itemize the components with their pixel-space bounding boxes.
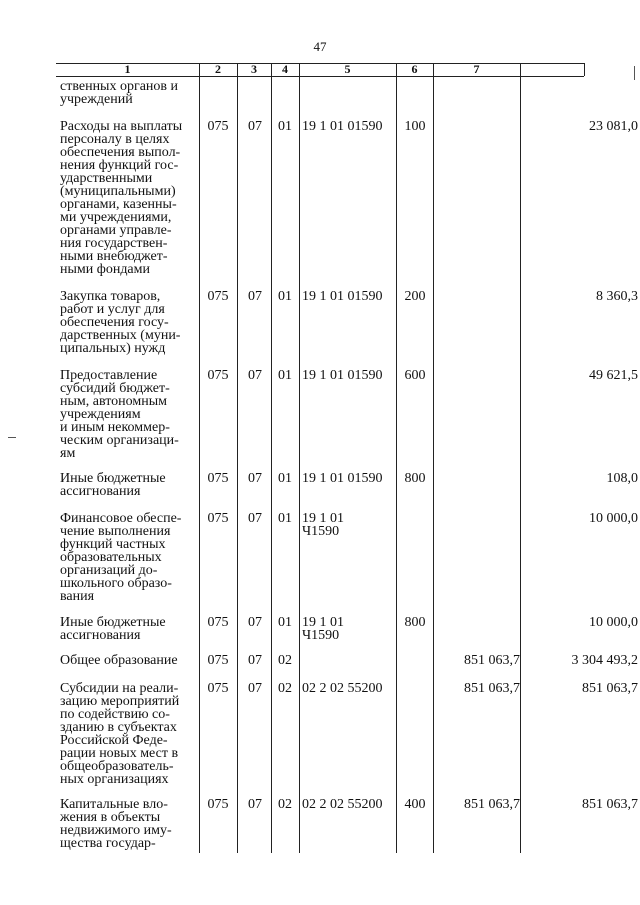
cell-col-8: 108,0 <box>606 471 638 486</box>
table-header-row <box>56 63 640 76</box>
column-divider <box>520 63 521 853</box>
header-col-8 <box>520 63 584 76</box>
cell-col-4: 01 <box>278 289 292 304</box>
header-col-6: 6 <box>411 62 418 76</box>
cell-col-2: 075 <box>207 615 229 630</box>
column-divider <box>271 63 272 853</box>
cell-col-3: 07 <box>248 653 262 668</box>
cell-col-3: 07 <box>248 368 262 383</box>
budget-table <box>56 63 640 853</box>
cell-col-3: 07 <box>248 511 262 526</box>
cell-col-2: 075 <box>207 119 229 134</box>
column-divider <box>199 63 200 853</box>
page-number: 47 <box>313 39 327 54</box>
cell-col-6: 800 <box>404 615 426 630</box>
row-name: ственных органов и учреждений <box>60 79 179 107</box>
cell-col-8: 3 304 493,2 <box>571 653 638 668</box>
cell-col-3: 07 <box>248 615 262 630</box>
header-col-2: 2 <box>215 62 221 76</box>
cell-col-5: 19 1 01 Ч1590 <box>302 615 344 643</box>
cell-col-5: 19 1 01 01590 <box>302 471 383 486</box>
cell-col-4: 02 <box>278 681 292 696</box>
cell-col-4: 02 <box>278 797 292 812</box>
cell-col-8: 851 063,7 <box>582 797 638 812</box>
cell-col-8: 23 081,0 <box>589 119 638 134</box>
header-bottom-line <box>56 76 584 77</box>
row-name: Предоставление субсидий бюджет- ным, автономным учреждениям и иным некоммер- ческим организаци- ям <box>60 368 179 461</box>
row-name: Общее образование <box>60 653 178 668</box>
cell-col-5: 19 1 01 01590 <box>302 368 383 383</box>
cell-col-5: 19 1 01 01590 <box>302 119 383 134</box>
cell-col-4: 01 <box>278 471 292 486</box>
cell-col-2: 075 <box>207 471 229 486</box>
cell-col-5: 02 2 02 55200 <box>302 681 383 696</box>
cell-col-5: 19 1 01 01590 <box>302 289 383 304</box>
header-col-5: 5 <box>344 62 351 76</box>
column-divider <box>237 63 238 853</box>
cell-col-6: 800 <box>404 471 426 486</box>
cell-col-6: 600 <box>404 368 426 383</box>
row-name: Иные бюджетные ассигнования <box>60 615 166 643</box>
cell-col-4: 01 <box>278 368 292 383</box>
cell-col-3: 07 <box>248 681 262 696</box>
cell-col-4: 01 <box>278 511 292 526</box>
row-name: Субсидии на реали- зацию мероприятий по содействию со- зданию в субъектах Российской Феде- рации новых мест в общеобразователь- ных организациях <box>60 681 180 787</box>
header-col-1: 1 <box>124 62 131 76</box>
row-name: Капитальные вло- жения в объекты недвижимого иму- щества государ- <box>60 797 172 851</box>
cell-col-4: 01 <box>278 119 292 134</box>
cell-col-3: 07 <box>248 471 262 486</box>
cell-col-3: 07 <box>248 119 262 134</box>
cell-col-5: 19 1 01 Ч1590 <box>302 511 344 539</box>
cell-col-8: 10 000,0 <box>589 511 638 526</box>
margin-mark-left <box>8 437 16 438</box>
header-col-3: 3 <box>251 62 257 76</box>
cell-col-7: 851 063,7 <box>464 797 520 812</box>
cell-col-2: 075 <box>207 511 229 526</box>
cell-col-2: 075 <box>207 653 229 668</box>
cell-col-6: 400 <box>404 797 426 812</box>
cell-col-3: 07 <box>248 289 262 304</box>
cell-col-8: 10 000,0 <box>589 615 638 630</box>
cell-col-2: 075 <box>207 289 229 304</box>
header-col-4: 4 <box>282 62 288 76</box>
row-name: Расходы на выплаты персоналу в целях обеспечения выпол- нения функций гос- ударственными (муниципальными) органами, казенны- ми учреждениями, органами управле- ния государствен- ными внебюджет- ными фондами <box>60 119 183 277</box>
cell-col-6: 100 <box>404 119 426 134</box>
row-name: Финансовое обеспе- чение выполнения функций частных образовательных организаций до- школьного образо- вания <box>60 511 182 604</box>
cell-col-7: 851 063,7 <box>464 681 520 696</box>
cell-col-2: 075 <box>207 368 229 383</box>
cell-col-5: 02 2 02 55200 <box>302 797 383 812</box>
cell-col-6: 200 <box>404 289 426 304</box>
cell-col-3: 07 <box>248 797 262 812</box>
column-divider <box>396 63 397 853</box>
cell-col-8: 8 360,3 <box>596 289 638 304</box>
cell-col-2: 075 <box>207 797 229 812</box>
cell-col-4: 01 <box>278 615 292 630</box>
cell-col-4: 02 <box>278 653 292 668</box>
cell-col-7: 851 063,7 <box>464 653 520 668</box>
cell-col-8: 49 621,5 <box>589 368 638 383</box>
header-col-7: 7 <box>473 62 480 76</box>
row-name: Иные бюджетные ассигнования <box>60 471 166 499</box>
cell-col-8: 851 063,7 <box>582 681 638 696</box>
column-divider <box>433 63 434 853</box>
column-divider <box>299 63 300 853</box>
cell-col-2: 075 <box>207 681 229 696</box>
row-name: Закупка товаров, работ и услуг для обеспечения госу- дарственных (муни- ципальных) нужд <box>60 289 181 356</box>
